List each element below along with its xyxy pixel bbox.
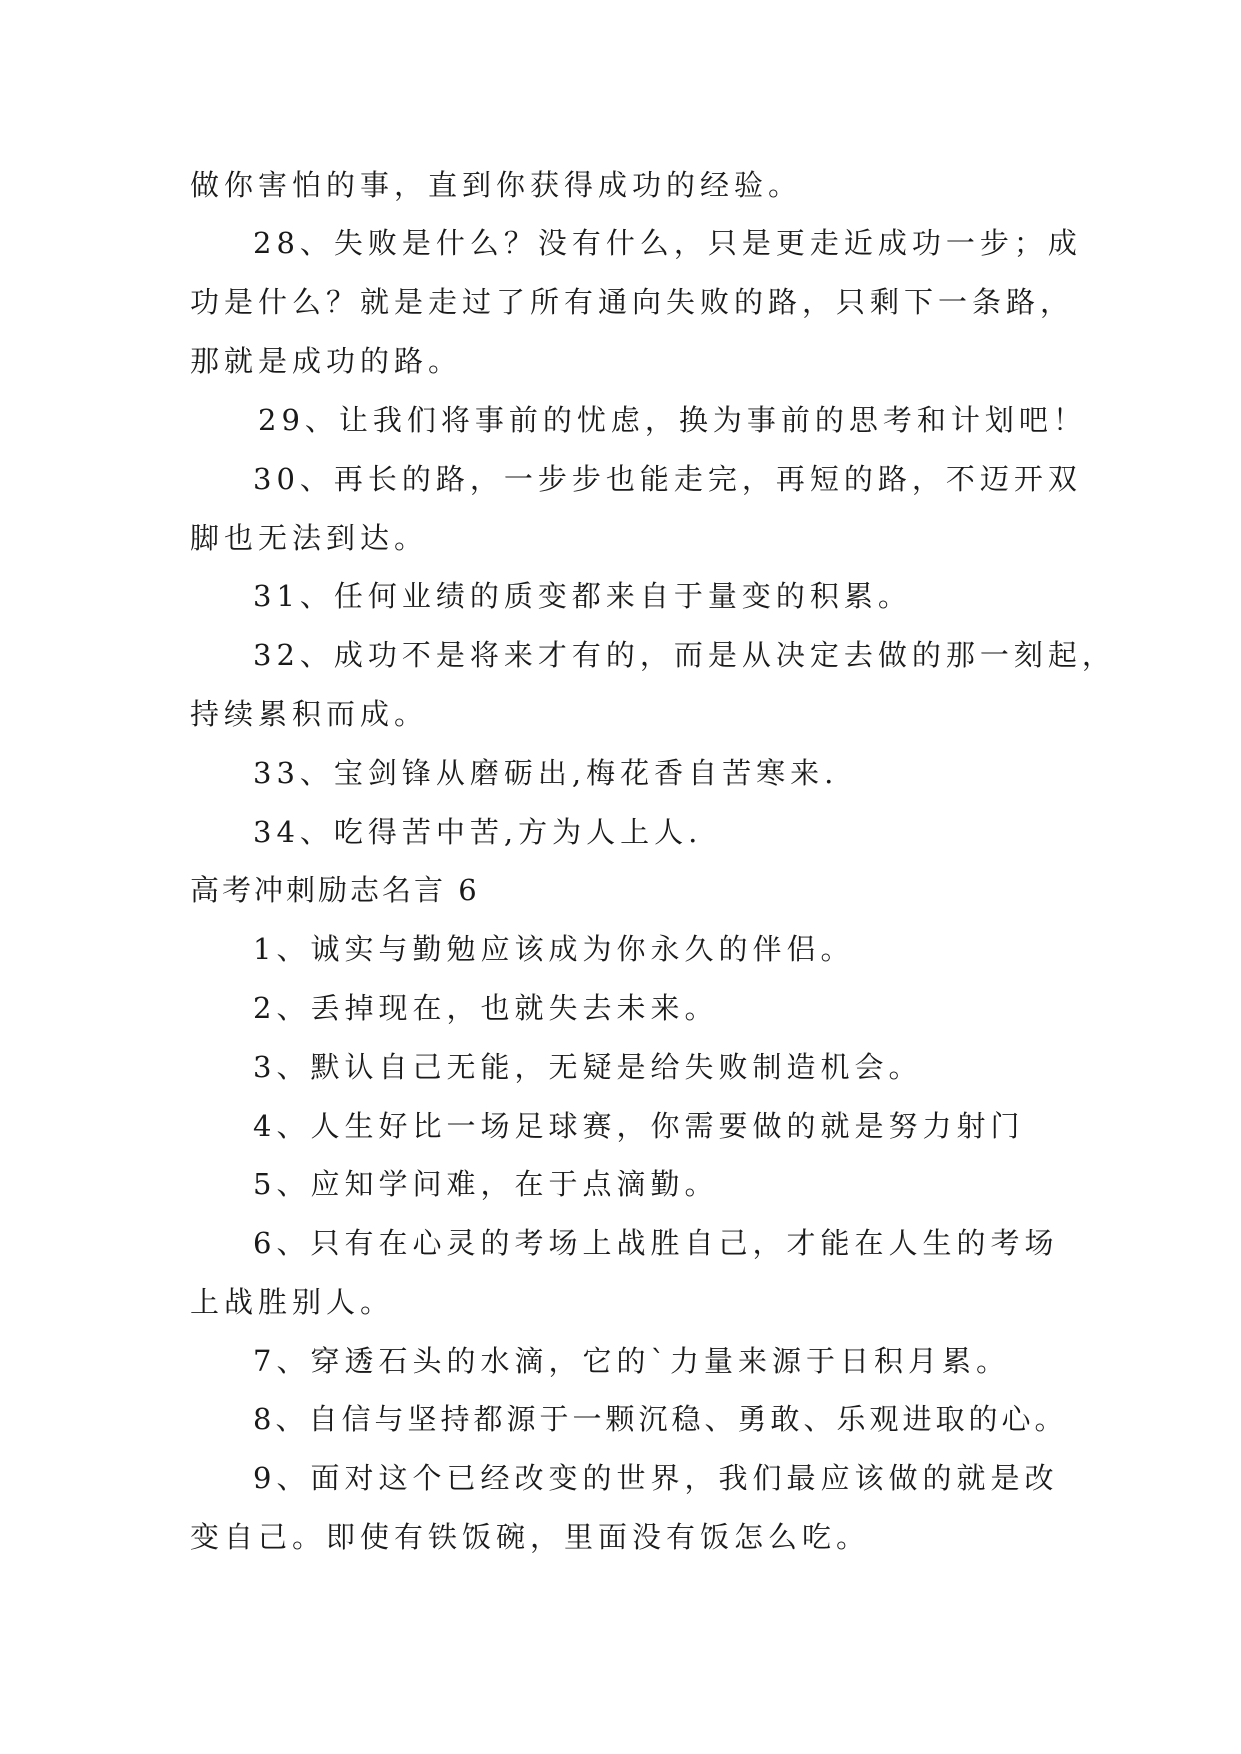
quote-30-line-1: 30、再长的路，一步步也能走完，再短的路，不迈开双 (253, 462, 1082, 496)
quote-29: 29、让我们将事前的忧虑，换为事前的思考和计划吧！ (258, 403, 1087, 437)
quote-31: 31、任何业绩的质变都来自于量变的积累。 (253, 579, 912, 613)
quote-1: 1、诚实与勤勉应该成为你永久的伴侣。 (253, 932, 855, 966)
quote-28-line-2: 功是什么？就是走过了所有通向失败的路，只剩下一条路， (190, 285, 1075, 319)
quote-4: 4、人生好比一场足球赛，你需要做的就是努力射门 (253, 1109, 1025, 1143)
quote-5: 5、应知学问难，在于点滴勤。 (253, 1167, 719, 1201)
quote-28-line-3: 那就是成功的路。 (190, 344, 463, 378)
quote-32-line-1: 32、成功不是将来才有的，而是从决定去做的那一刻起， (253, 638, 1116, 672)
quote-30-line-2: 脚也无法到达。 (190, 521, 429, 555)
quote-32-line-2: 持续累积而成。 (190, 697, 429, 731)
quote-7: 7、穿透石头的水滴，它的`力量来源于日积月累。 (253, 1344, 1010, 1378)
section-heading: 高考冲刺励志名言 6 (190, 873, 480, 907)
quote-3: 3、默认自己无能，无疑是给失败制造机会。 (253, 1050, 923, 1084)
quote-2: 2、丢掉现在，也就失去未来。 (253, 991, 719, 1025)
quote-6-line-2: 上战胜别人。 (190, 1285, 395, 1319)
quote-6-line-1: 6、只有在心灵的考场上战胜自己，才能在人生的考场 (253, 1226, 1059, 1260)
quote-34: 34、吃得苦中苦,方为人上人. (253, 815, 703, 849)
quote-33: 33、宝剑锋从磨砺出,梅花香自苦寒来. (253, 756, 839, 790)
quote-9-line-1: 9、面对这个已经改变的世界，我们最应该做的就是改 (253, 1461, 1059, 1495)
quote-28-line-1: 28、失败是什么？没有什么，只是更走近成功一步；成 (253, 226, 1082, 260)
paragraph-line: 做你害怕的事，直到你获得成功的经验。 (190, 168, 803, 202)
quote-8: 8、自信与坚持都源于一颗沉稳、勇敢、乐观进取的心。 (253, 1402, 1068, 1436)
quote-9-line-2: 变自己。即使有铁饭碗，里面没有饭怎么吃。 (190, 1520, 871, 1554)
